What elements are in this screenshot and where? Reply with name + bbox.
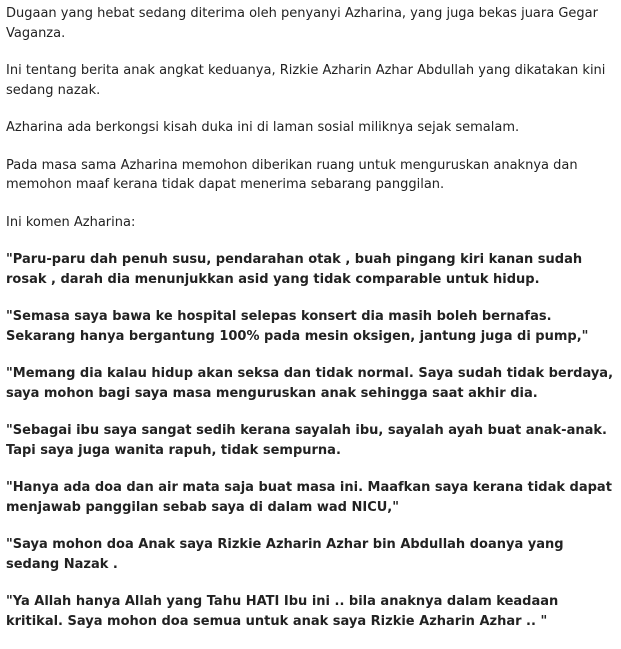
- article-paragraph: Dugaan yang hebat sedang diterima oleh penyanyi Azharina, yang juga bekas juara Gegar Vaganza.: [6, 6, 598, 41]
- article-paragraph: Pada masa sama Azharina memohon diberikan ruang untuk menguruskan anaknya dan memohon maaf kerana tidak dapat menerima sebarang panggilan.: [6, 157, 578, 192]
- quote-paragraph: "Paru-paru dah penuh susu, pendarahan otak , buah pingang kiri kanan sudah rosak , darah dia menunjukkan asid yang tidak comparable untuk hidup.: [6, 252, 583, 287]
- quote-paragraph: "Memang dia kalau hidup akan seksa dan tidak normal. Saya sudah tidak berdaya, saya mohon bagi saya masa menguruskan anak sehingga saat akhir dia.: [6, 366, 614, 401]
- quote-paragraph: "Hanya ada doa dan air mata saja buat masa ini. Maafkan saya kerana tidak dapat menjawab panggilan sebab saya di dalam wad NICU,": [6, 480, 612, 515]
- article-body: [6, 0, 614, 649]
- article-paragraph: Ini tentang berita anak angkat keduanya, Rizkie Azharin Azhar Abdullah yang dikatakan kini sedang nazak.: [6, 63, 606, 98]
- quote-paragraph: "Saya mohon doa Anak saya Rizkie Azharin Azhar bin Abdullah doanya yang sedang Nazak .: [6, 537, 564, 572]
- quote-paragraph: "Ya Allah hanya Allah yang Tahu HATI Ibu ini .. bila anaknya dalam keadaan kritikal. Saya mohon doa semua untuk anak saya Rizkie Azharin Azhar .. ": [6, 594, 559, 629]
- quote-paragraph: "Semasa saya bawa ke hospital selepas konsert dia masih boleh bernafas. Sekarang hanya bergantung 100% pada mesin oksigen, jantung juga di pump,": [6, 309, 589, 344]
- article-paragraph: Azharina ada berkongsi kisah duka ini di laman sosial miliknya sejak semalam.: [6, 120, 520, 135]
- article-paragraph: Ini komen Azharina:: [6, 214, 136, 230]
- quote-paragraph: "Sebagai ibu saya sangat sedih kerana sayalah ibu, sayalah ayah buat anak-anak. Tapi saya juga wanita rapuh, tidak sempurna.: [6, 423, 607, 458]
